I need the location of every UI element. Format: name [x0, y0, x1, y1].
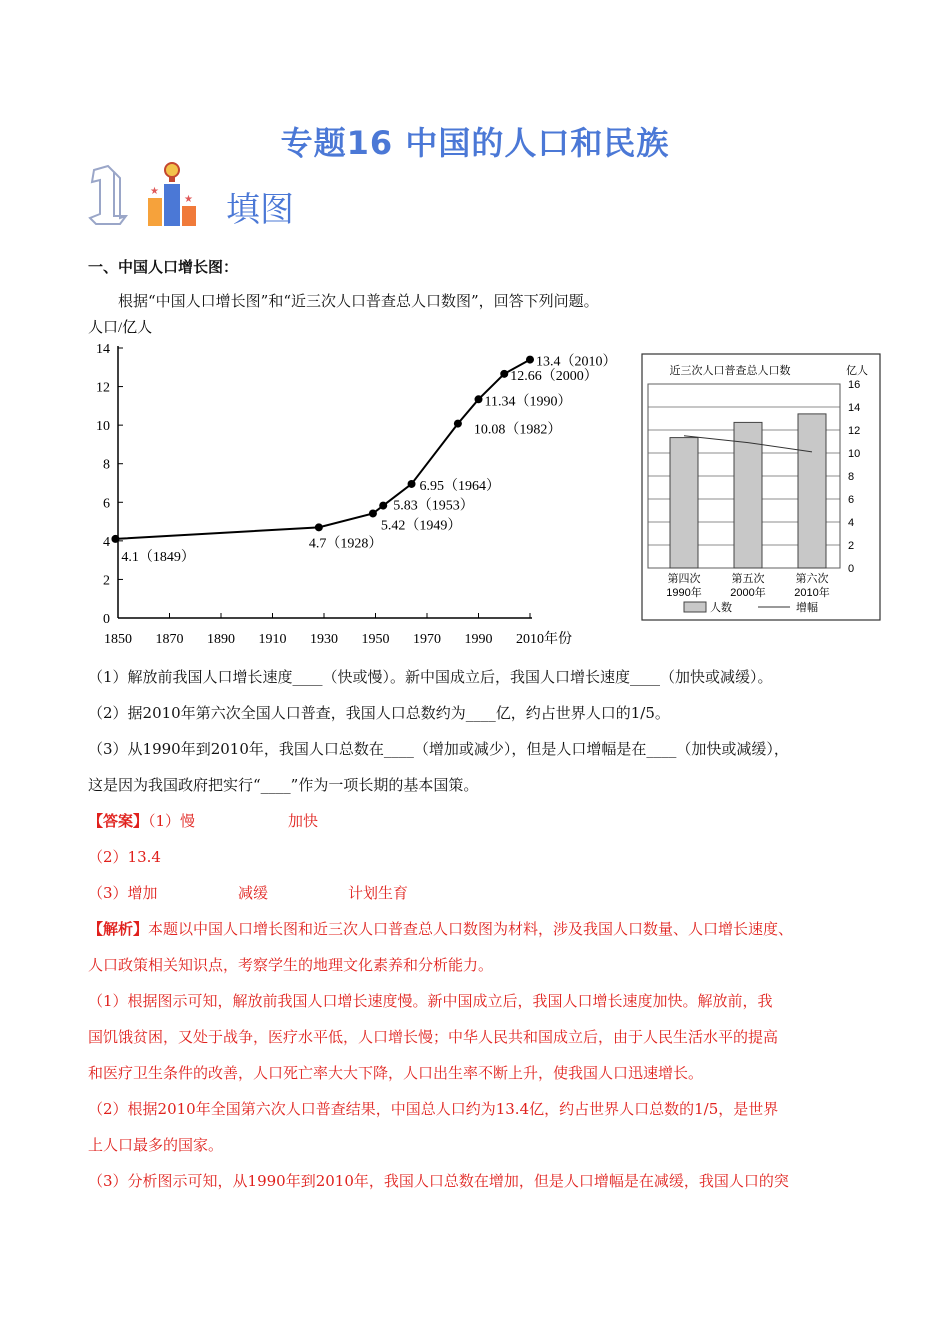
- analysis-line-7: 上人口最多的国家。: [88, 1136, 224, 1154]
- data-label: 12.66（2000）: [510, 368, 598, 384]
- chart-title: 近三次人口普查总人口数: [669, 365, 791, 377]
- data-point: [111, 535, 119, 543]
- x-tick-label: 1870: [155, 632, 184, 647]
- analysis-text: 本题以中国人口增长图和近三次人口普查总人口数图为材料，涉及我国人口数量、人口增长速度、: [148, 920, 794, 938]
- census-bar: [670, 438, 698, 568]
- analysis-line-3: （1）根据图示可知，解放前我国人口增长速度慢。新中国成立后，我国人口增长速度加快。解放前，我: [88, 992, 773, 1010]
- data-point: [315, 523, 323, 531]
- svg-text:★: ★: [150, 186, 159, 197]
- data-point: [475, 395, 483, 403]
- legend-label-line: 增幅: [796, 602, 818, 614]
- category-label: 第五次: [731, 573, 765, 585]
- y-axis-label: 人口/亿人: [88, 320, 153, 336]
- answer-3b: 减缓: [238, 884, 269, 902]
- y-tick-label: 0: [848, 563, 855, 575]
- y-tick-label: 16: [848, 379, 861, 391]
- y-tick-label: 2: [848, 540, 855, 552]
- x-tick-label: 1910: [258, 632, 287, 647]
- y-tick-label: 10: [848, 448, 861, 460]
- data-label: 10.08（1982）: [473, 422, 562, 438]
- data-label: 5.42（1949）: [380, 518, 462, 534]
- category-label: 第六次: [795, 573, 829, 585]
- y-tick-label: 12: [96, 380, 110, 396]
- data-label: 4.1（1849）: [121, 549, 195, 565]
- bar-chart-svg: [640, 352, 884, 624]
- y-tick-label: 2: [103, 573, 110, 589]
- x-tick-label: 1950: [361, 632, 390, 647]
- data-label: 11.34（1990）: [484, 394, 572, 410]
- y-tick-label: 8: [103, 457, 110, 473]
- analysis-line-6: （2）根据2010年全国第六次人口普查结果，中国总人口约为13.4亿，约占世界人口总数的1/5，是世界: [88, 1100, 779, 1118]
- answer-tag: 【答案】: [88, 812, 149, 830]
- question-1: （1）解放前我国人口增长速度____（快或慢）。新中国成立后，我国人口增长速度____（加快或减缓）。: [88, 668, 773, 686]
- data-label: 4.7（1928）: [308, 536, 383, 552]
- x-tick-label: 1970: [413, 632, 441, 647]
- analysis-tag: 【解析】: [88, 920, 149, 938]
- x-tick-label: 2010: [516, 632, 544, 647]
- answer-line-3: [88, 882, 409, 903]
- intro-text: 根据“中国人口增长图”和“近三次人口普查总人口数图”，回答下列问题。: [118, 292, 599, 310]
- y-tick-label: 8: [848, 471, 855, 483]
- analysis-line-2: 人口政策相关知识点，考察学生的地理文化素养和分析能力。: [88, 956, 494, 974]
- x-axis-label: 年份: [544, 632, 572, 647]
- analysis-line-1: [88, 918, 793, 939]
- question-3: （3）从1990年到2010年，我国人口总数在____（增加或减少），但是人口增幅是在____（加快或减缓），: [88, 740, 789, 758]
- y-tick-label: 12: [848, 425, 861, 437]
- census-bar: [798, 414, 826, 568]
- y-tick-label: 0: [103, 612, 110, 627]
- x-tick-label: 1930: [310, 632, 338, 647]
- data-point: [500, 370, 508, 378]
- answer-line-1: [88, 810, 319, 831]
- legend-swatch-bar: [684, 602, 706, 612]
- podium-icon: [86, 158, 221, 238]
- category-year: 2000年: [730, 587, 766, 599]
- answer-1b: 加快: [288, 812, 319, 830]
- data-label: 5.83（1953）: [393, 498, 474, 514]
- y-tick-label: 4: [848, 517, 855, 529]
- answer-2: （2）13.4: [88, 848, 161, 866]
- answer-3c: 计划生育: [348, 884, 409, 902]
- data-point: [379, 502, 387, 510]
- y-unit-label: 亿人: [846, 365, 868, 377]
- answer-3a: （3）增加: [88, 884, 158, 902]
- analysis-line-5: 和医疗卫生条件的改善，人口死亡率大大下降，人口出生率不断上升，使我国人口迅速增长。: [88, 1064, 704, 1082]
- y-tick-label: 14: [848, 402, 861, 414]
- census-bar-chart: [640, 352, 884, 628]
- y-tick-label: 14: [96, 342, 110, 357]
- data-label: 13.4（2010）: [536, 354, 617, 370]
- data-point: [454, 420, 462, 428]
- population-growth-chart: [80, 318, 640, 656]
- analysis-line-4: 国饥饿贫困，又处于战争，医疗水平低，人口增长慢；中华人民共和国成立后，由于人民生活水平的提高: [88, 1028, 779, 1046]
- y-tick-label: 4: [103, 534, 110, 550]
- x-tick-label: 1850: [104, 632, 132, 647]
- legend-label-bar: 人数: [710, 602, 732, 614]
- section-header: [86, 158, 386, 238]
- x-tick-label: 1990: [464, 632, 493, 647]
- y-tick-label: 6: [103, 496, 110, 512]
- data-point: [369, 509, 377, 517]
- svg-text:★: ★: [184, 194, 193, 205]
- page-title: 专题16 中国的人口和民族: [280, 124, 670, 162]
- line-chart-svg: [80, 318, 640, 652]
- question-3-cont: 这是因为我国政府把实行“____”作为一项长期的基本国策。: [88, 776, 479, 794]
- category-label: 第四次: [667, 573, 701, 585]
- data-point: [526, 356, 534, 364]
- analysis-line-8: （3）分析图示可知，从1990年到2010年，我国人口总数在增加，但是人口增幅是在减缓，我国人口的突: [88, 1172, 789, 1190]
- y-tick-label: 10: [96, 419, 110, 435]
- x-tick-label: 1890: [207, 632, 235, 647]
- category-year: 1990年: [666, 587, 702, 599]
- y-tick-label: 6: [848, 494, 855, 506]
- data-label: 6.95（1964）: [419, 478, 501, 494]
- question-heading: 一、中国人口增长图：: [88, 258, 239, 276]
- section-label: 填图: [226, 190, 294, 230]
- question-2: （2）据2010年第六次全国人口普查，我国人口总数约为____亿，约占世界人口的1/5。: [88, 704, 670, 722]
- category-year: 2010年: [794, 587, 830, 599]
- answer-1a: （1）慢: [148, 812, 196, 830]
- data-point: [408, 480, 416, 488]
